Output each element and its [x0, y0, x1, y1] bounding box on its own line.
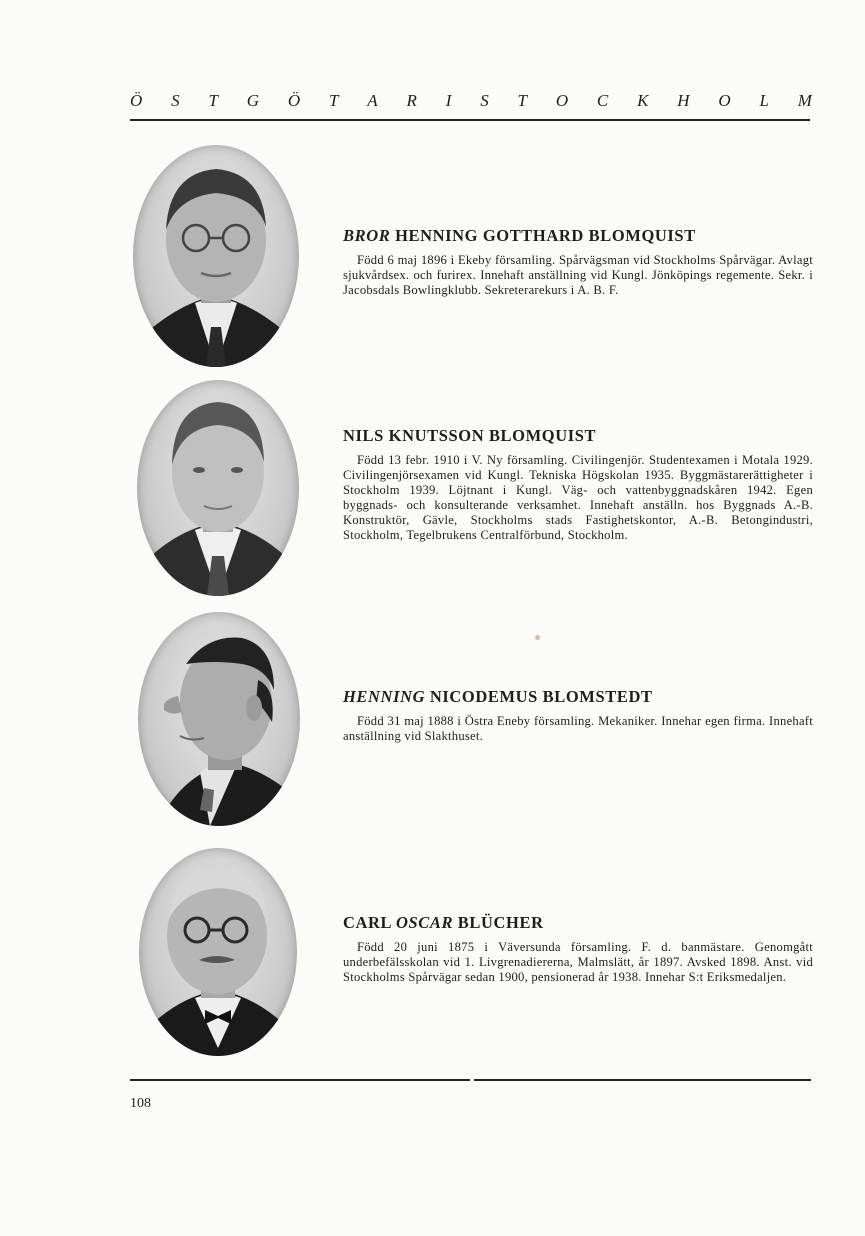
name-pre: NILS KNUTSSON BLOMQUIST: [343, 426, 597, 445]
name-rest: HENNING GOTTHARD BLOMQUIST: [390, 226, 696, 245]
given-name: HENNING: [343, 687, 426, 706]
entry-name: [343, 226, 813, 246]
entry-bror-blomquist: [343, 226, 813, 298]
running-head-letter: I: [445, 91, 452, 110]
page-number: 108: [130, 1096, 151, 1111]
entry-bio: Född 31 maj 1888 i Östra Eneby församling. Mekaniker. Innehar egen firma. Innehaft anställning vid Slakthuset.: [343, 714, 813, 743]
running-head-letter: M: [797, 91, 812, 110]
running-head-letter: T: [328, 91, 339, 110]
entry-name: [343, 913, 813, 933]
portrait-nils-blomquist: [137, 380, 299, 596]
portrait-bror-blomquist: [133, 145, 299, 367]
name-pre: CARL: [343, 913, 396, 932]
footer-rule-left: [130, 1079, 470, 1081]
running-head-letter: G: [246, 91, 260, 110]
entry-bio: Född 20 juni 1875 i Väversunda församling. F. d. banmästare. Genomgått underbefälsskolan vid 1. Livgrenadiererna, Malmslätt, år 1897. Avsked 1898. Anst. vid Stockholms Spårvägar sedan 1900, pensionerad år 1938. Innehar S:t Eriksmedaljen.: [343, 940, 813, 984]
entry-bio: Född 6 maj 1896 i Ekeby församling. Spårvägsman vid Stockholms Spårvägar. Avlagt sjukvårdsex. och furirex. Innehaft anställning vid Kungl. Jönköpings regemente. Sekr. i Jacobsdals Bowlingklubb. Sekreterarekurs i A. B. F.: [343, 253, 813, 297]
running-head-letter: S: [480, 91, 489, 110]
running-head: [130, 91, 812, 111]
entry-nils-blomquist: [343, 426, 813, 543]
entry-name: [343, 687, 813, 707]
print-speck: [535, 635, 540, 640]
running-head-letter: T: [208, 91, 218, 110]
running-head-letter: O: [718, 91, 731, 110]
footer-rule-right: [474, 1079, 811, 1081]
header-rule: [130, 119, 810, 121]
running-head-letter: C: [596, 91, 609, 110]
entry-bio: Född 13 febr. 1910 i V. Ny församling. Civilingenjör. Studentexamen i Motala 1929. Civilingenjörsexamen vid Kungl. Tekniska Högskolan 1935. Byggmästarerättigheter i Stockholm 1939. Löjtnant i Kungl. Väg- och vattenbyggnadskåren 1942. Egen byggnads- och konsulterande verksamhet. Innehaft anställn. hos Byggnads A.-B. Konstruktör, Gävle, Stockholms stads Fastighetskontor, A.-B. Betongindustri, Stockholm, Tegelbrukens Centralförbund, Stockholm.: [343, 453, 813, 542]
running-head-letter: Ö: [287, 91, 301, 110]
name-rest: BLÜCHER: [453, 913, 544, 932]
portrait-henning-blomstedt: [138, 612, 300, 826]
given-name: BROR: [343, 226, 391, 245]
running-head-letter: K: [637, 91, 649, 110]
running-head-letter: T: [517, 91, 527, 110]
running-head-letter: R: [406, 91, 417, 110]
running-head-letter: Ö: [130, 91, 143, 110]
running-head-letter: A: [367, 91, 378, 110]
running-head-letter: S: [171, 91, 180, 110]
running-head-letter: H: [677, 91, 690, 110]
name-rest: NICODEMUS BLOMSTEDT: [425, 687, 653, 706]
running-head-letter: L: [759, 91, 769, 110]
running-head-letter: O: [555, 91, 569, 110]
entry-name: [343, 426, 813, 446]
portrait-carl-blucher: [139, 848, 297, 1056]
entry-henning-blomstedt: [343, 687, 813, 744]
given-name: OSCAR: [395, 913, 454, 932]
entry-carl-blucher: [343, 913, 813, 985]
